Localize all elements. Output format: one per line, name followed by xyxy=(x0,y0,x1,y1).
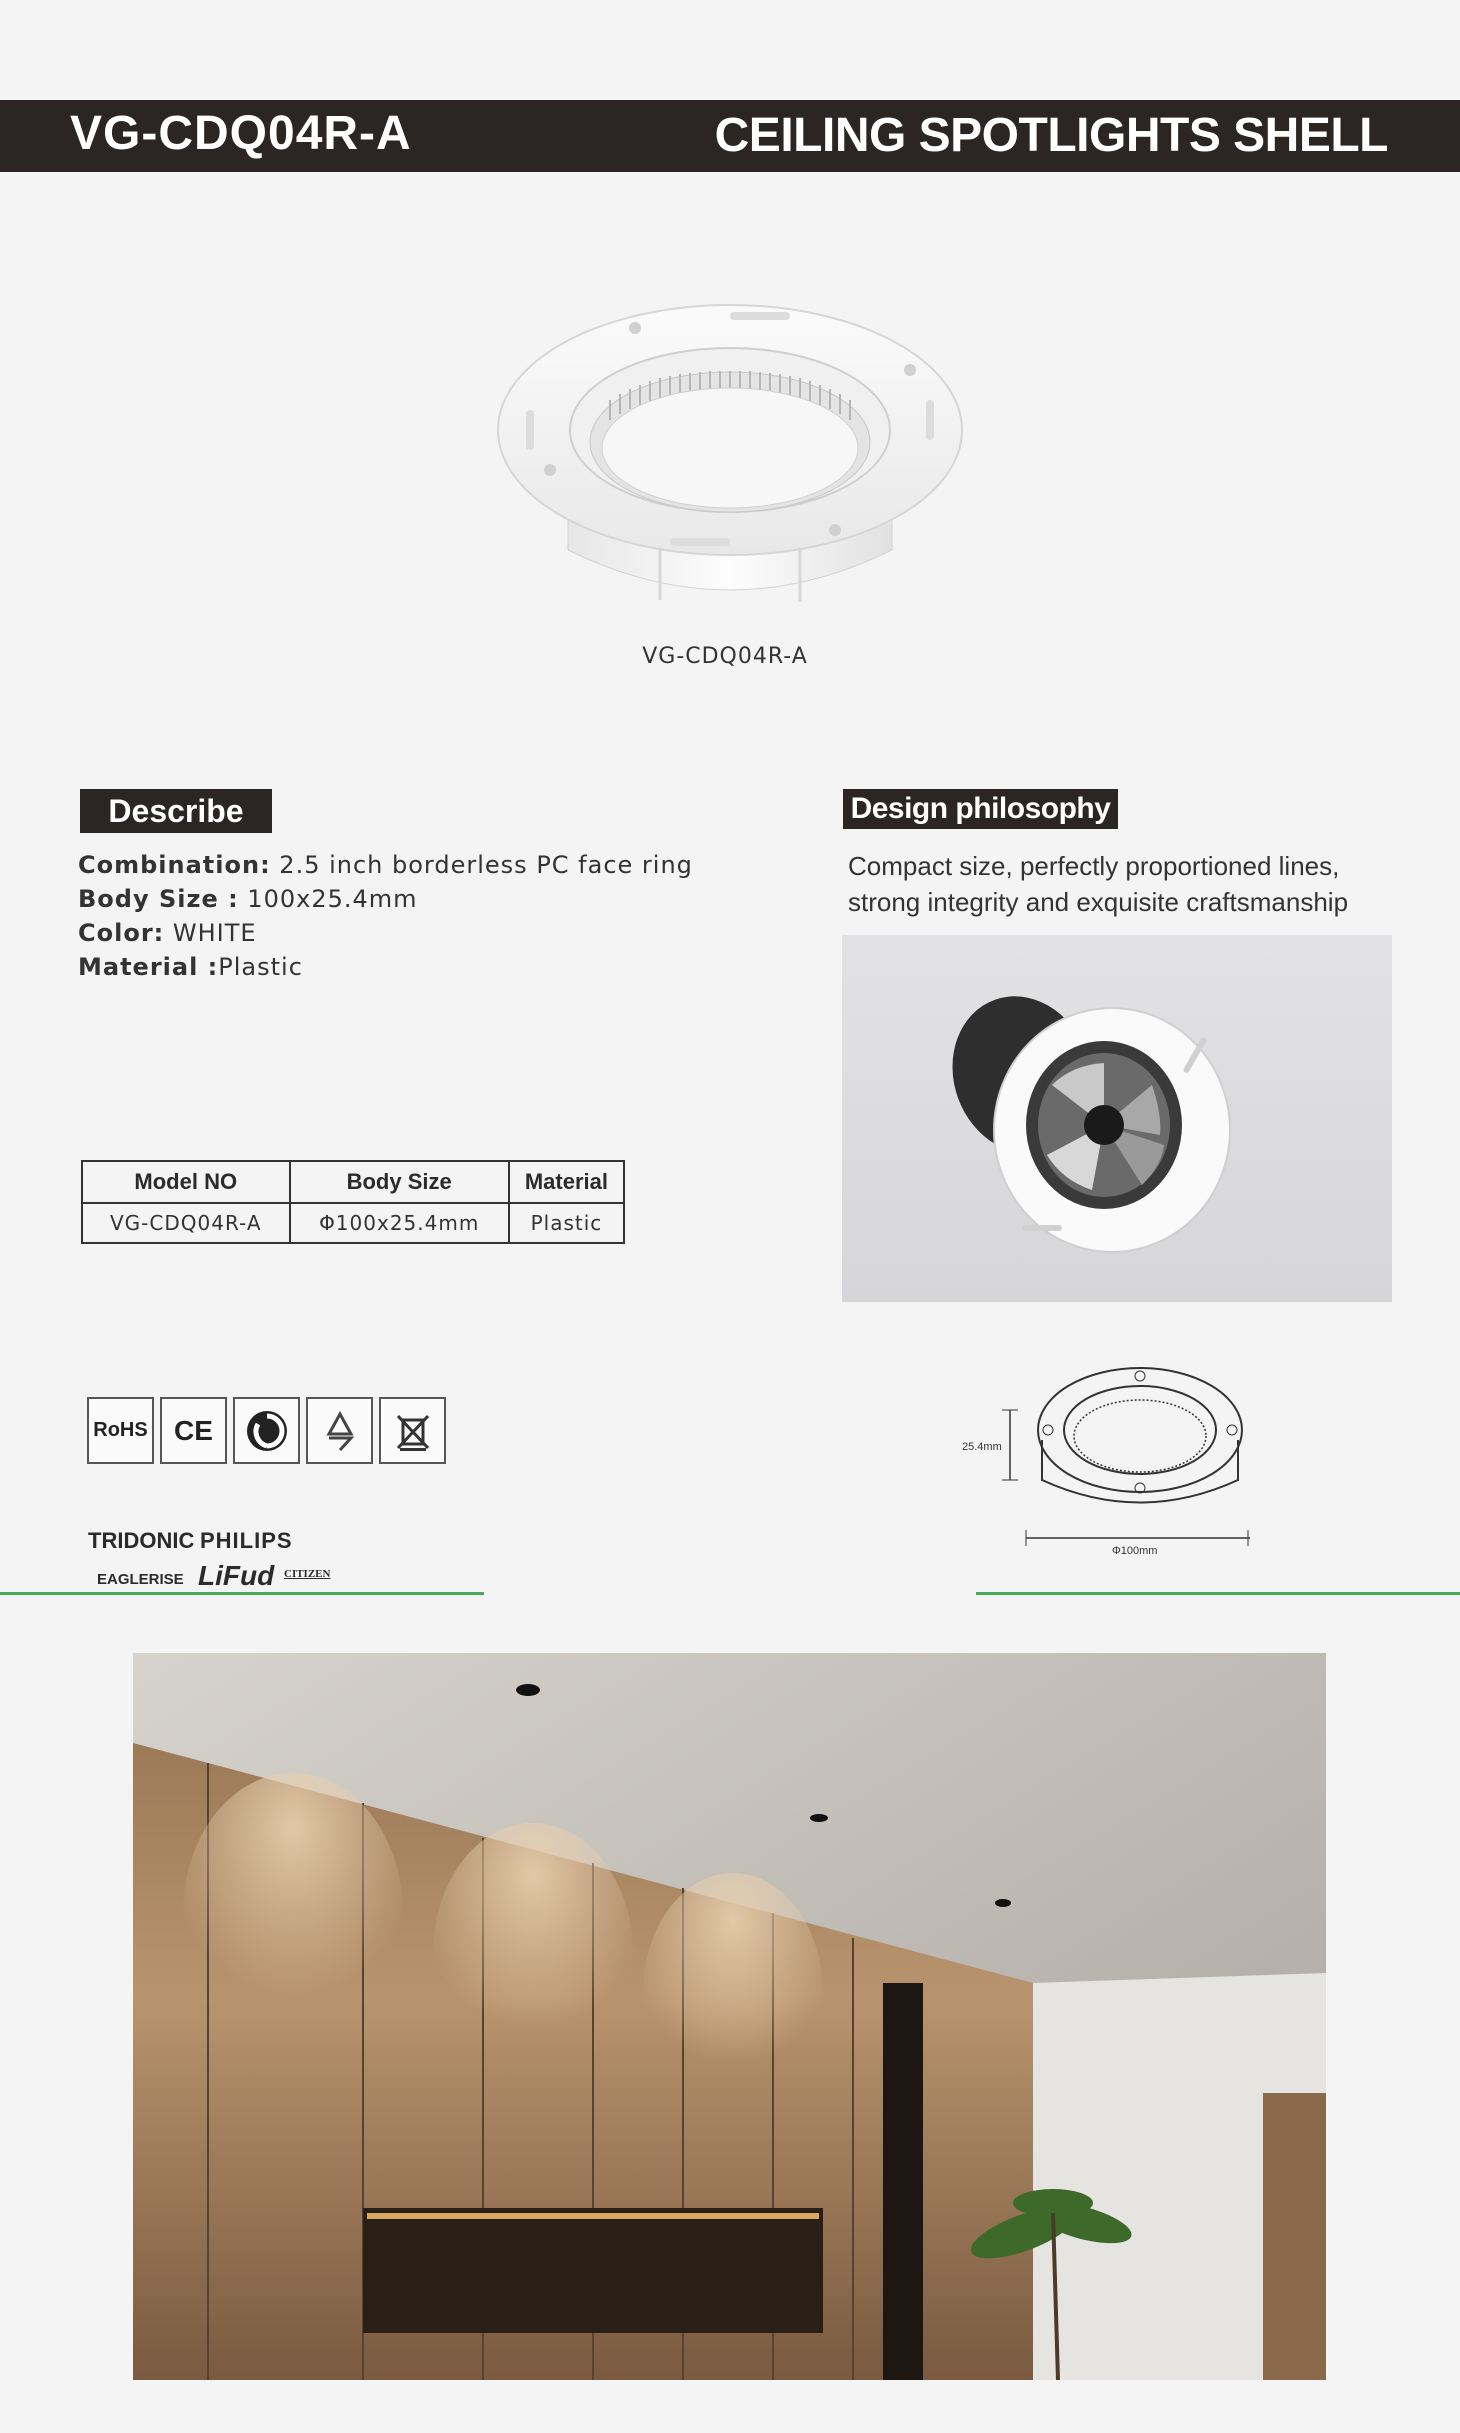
product-image xyxy=(490,290,970,620)
product-caption: VG-CDQ04R-A xyxy=(642,644,808,669)
spec-value: WHITE xyxy=(164,919,257,947)
divider-line-left xyxy=(0,1592,484,1595)
tridonic-logo: TRIDONIC xyxy=(88,1528,195,1553)
model-title: VG-CDQ04R-A xyxy=(70,107,412,160)
spec-body-size xyxy=(78,882,693,916)
weee-bin-icon xyxy=(379,1397,446,1464)
table-header: Body Size xyxy=(290,1161,509,1203)
ce-label: CE xyxy=(174,1414,213,1446)
citizen-logo: CITIZEN xyxy=(284,1568,331,1580)
spec-value: 2.5 inch borderless PC face ring xyxy=(270,851,693,879)
spec-label: Body Size : xyxy=(78,885,239,913)
spec-label: Combination: xyxy=(78,851,271,879)
rohs-label: RoHS xyxy=(93,1419,148,1441)
spec-material xyxy=(78,950,693,984)
interior-scene-photo xyxy=(133,1653,1326,2380)
installed-product-photo xyxy=(842,935,1392,1302)
header-bar xyxy=(0,100,1460,172)
table-cell: VG-CDQ04R-A xyxy=(82,1203,290,1243)
table-header: Material xyxy=(509,1161,624,1203)
spec-table xyxy=(81,1160,625,1244)
rohs-icon xyxy=(87,1397,154,1464)
describe-tag: Describe xyxy=(80,789,272,833)
green-dot-icon xyxy=(233,1397,300,1464)
spec-value: Plastic xyxy=(218,953,303,981)
table-header-row xyxy=(82,1161,624,1203)
spec-label: Color: xyxy=(78,919,165,947)
lifud-logo: LiFud xyxy=(198,1560,275,1591)
philips-logo: PHILIPS xyxy=(200,1528,293,1553)
table-row xyxy=(82,1203,624,1243)
spec-value: 100x25.4mm xyxy=(238,885,418,913)
spec-list xyxy=(78,848,693,984)
eaglerise-logo: EAGLERISE xyxy=(97,1571,184,1588)
recycle-icon xyxy=(306,1397,373,1464)
table-header: Model NO xyxy=(82,1161,290,1203)
diameter-dimension-label: Φ100mm xyxy=(1112,1545,1158,1557)
table-cell: Plastic xyxy=(509,1203,624,1243)
height-dimension-label: 25.4mm xyxy=(962,1441,1002,1453)
design-philosophy-tag: Design philosophy xyxy=(843,789,1118,829)
ce-icon xyxy=(160,1397,227,1464)
table-cell: Φ100x25.4mm xyxy=(290,1203,509,1243)
certification-row xyxy=(87,1397,446,1464)
spec-color xyxy=(78,916,693,950)
spec-combination xyxy=(78,848,693,882)
divider-line-right xyxy=(976,1592,1460,1595)
design-philosophy-text: Compact size, perfectly proportioned lines, strong integrity and exquisite craftsmanship xyxy=(848,851,1349,917)
dimension-drawing xyxy=(950,1350,1250,1560)
spec-label: Material : xyxy=(78,953,219,981)
category-title: CEILING SPOTLIGHTS SHELL xyxy=(714,109,1388,162)
